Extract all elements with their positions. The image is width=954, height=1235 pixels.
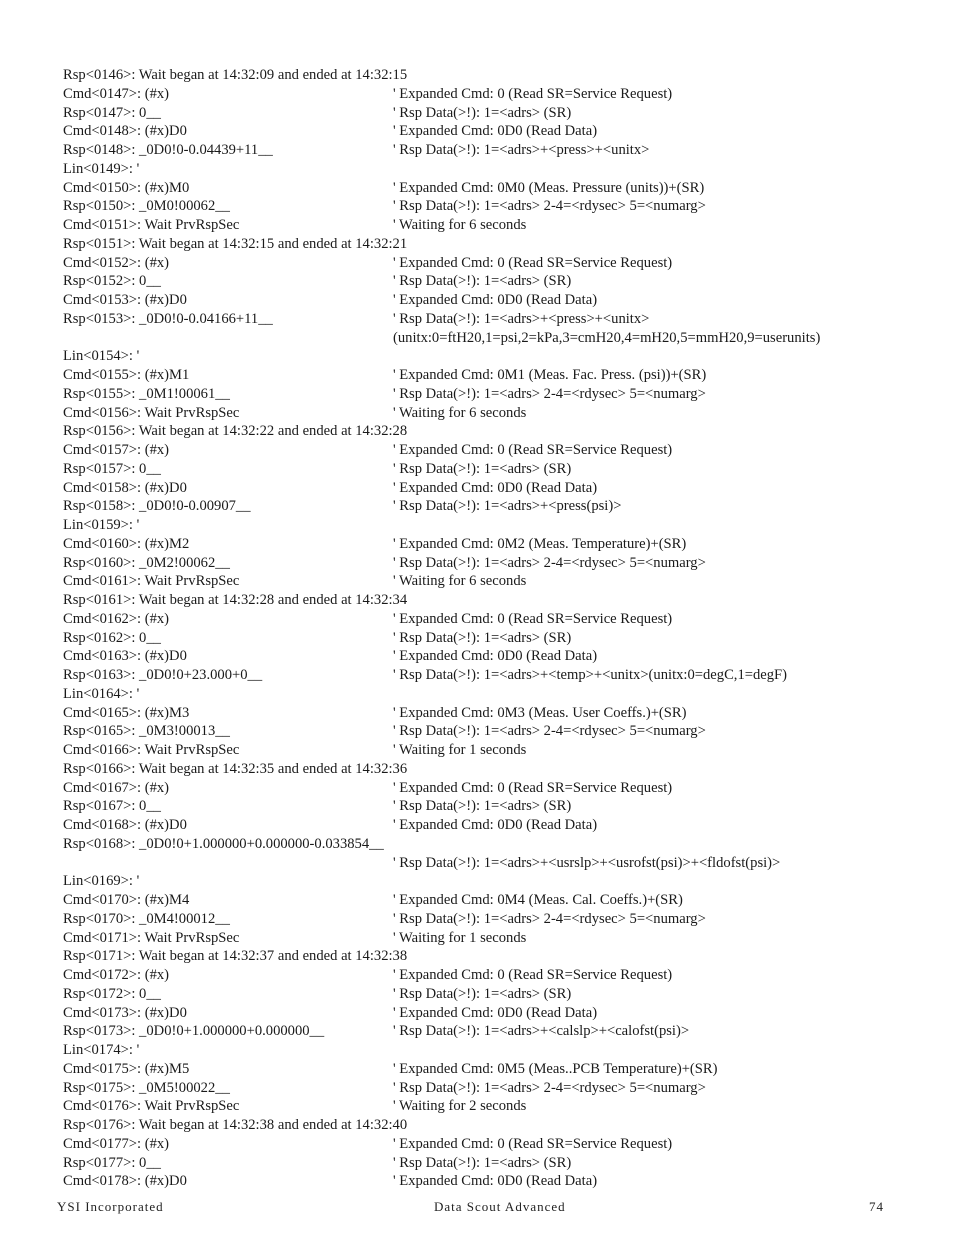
log-comment: ' Rsp Data(>!): 1=<adrs> (SR) xyxy=(393,629,572,646)
log-entry: Rsp<0160>: _0M2!00062__ xyxy=(63,554,230,571)
log-line xyxy=(63,891,923,910)
log-entry: Cmd<0178>: (#x)D0 xyxy=(63,1173,187,1190)
log-entry: Lin<0174>: ' xyxy=(63,1042,140,1058)
log-comment: ' Waiting for 6 seconds xyxy=(393,217,527,233)
log-line xyxy=(63,272,923,291)
log-line xyxy=(63,1154,923,1173)
log-line xyxy=(63,816,923,835)
log-line xyxy=(63,760,923,779)
log-entry: Cmd<0173>: (#x)D0 xyxy=(63,1004,187,1021)
log-line xyxy=(63,985,923,1004)
log-comment: ' Rsp Data(>!): 1=<adrs> (SR) xyxy=(393,460,572,477)
log-comment: ' Rsp Data(>!): 1=<adrs> (SR) xyxy=(393,985,572,1002)
log-comment: (unitx:0=ftH20,1=psi,2=kPa,3=cmH20,4=mH20,5=mmH20,9=userunits) xyxy=(393,329,821,346)
log-line xyxy=(63,66,923,85)
log-line xyxy=(63,591,923,610)
log-line xyxy=(63,854,923,873)
log-entry: Cmd<0177>: (#x) xyxy=(63,1135,170,1152)
log-line xyxy=(63,779,923,798)
log-line xyxy=(63,216,923,235)
log-entry: Lin<0164>: ' xyxy=(63,685,140,702)
log-comment: ' Waiting for 2 seconds xyxy=(393,1098,527,1115)
log-comment: ' Expanded Cmd: 0 (Read SR=Service Request) xyxy=(393,779,673,796)
page-footer xyxy=(57,1199,884,1217)
log-entry: Rsp<0177>: 0__ xyxy=(63,1154,161,1171)
log-line xyxy=(63,197,923,216)
log-entry: Lin<0169>: ' xyxy=(63,873,140,890)
log-line xyxy=(63,310,923,329)
log-line xyxy=(63,797,923,816)
log-line xyxy=(63,1041,923,1060)
log-comment: ' Expanded Cmd: 0D0 (Read Data) xyxy=(393,479,598,496)
log-entry: Rsp<0162>: 0__ xyxy=(63,629,161,646)
log-entry: Cmd<0157>: (#x) xyxy=(63,442,170,458)
log-comment: ' Rsp Data(>!): 1=<adrs> 2-4=<rdysec> 5=<numarg> xyxy=(393,1079,706,1096)
log-comment: ' Waiting for 1 seconds xyxy=(393,742,527,758)
log-line xyxy=(63,329,923,348)
log-line xyxy=(63,141,923,160)
log-line xyxy=(63,516,923,535)
log-line xyxy=(63,1097,923,1116)
log-line xyxy=(63,104,923,123)
log-entry: Rsp<0155>: _0M1!00061__ xyxy=(63,385,230,402)
log-entry: Cmd<0172>: (#x) xyxy=(63,967,170,983)
log-line xyxy=(63,235,923,254)
log-line xyxy=(63,1060,923,1079)
log-entry: Rsp<0173>: _0D0!0+1.000000+0.000000__ xyxy=(63,1023,325,1040)
log-line xyxy=(63,160,923,179)
log-entry: Cmd<0163>: (#x)D0 xyxy=(63,648,187,665)
log-entry: Cmd<0150>: (#x)M0 xyxy=(63,179,190,196)
log-comment: ' Rsp Data(>!): 1=<adrs>+<usrslp>+<usrofst(psi)>+<fldofst(psi)> xyxy=(393,854,781,871)
log-entry: Cmd<0166>: Wait PrvRspSec xyxy=(63,742,240,758)
log-line xyxy=(63,479,923,498)
log-comment: ' Expanded Cmd: 0D0 (Read Data) xyxy=(393,1004,598,1021)
log-line xyxy=(63,629,923,648)
log-line xyxy=(63,460,923,479)
log-line xyxy=(63,947,923,966)
log-comment: ' Expanded Cmd: 0 (Read SR=Service Request) xyxy=(393,85,673,102)
log-line xyxy=(63,835,923,854)
log-entry: Cmd<0175>: (#x)M5 xyxy=(63,1060,190,1077)
log-entry: Cmd<0176>: Wait PrvRspSec xyxy=(63,1098,240,1115)
log-comment: ' Expanded Cmd: 0D0 (Read Data) xyxy=(393,292,598,308)
log-comment: ' Expanded Cmd: 0M2 (Meas. Temperature)+(SR) xyxy=(393,535,687,552)
log-line xyxy=(63,910,923,929)
log-comment: ' Expanded Cmd: 0D0 (Read Data) xyxy=(393,1173,598,1190)
log-line xyxy=(63,741,923,760)
log-comment: ' Rsp Data(>!): 1=<adrs>+<press(psi)> xyxy=(393,498,622,515)
log-entry: Rsp<0168>: _0D0!0+1.000000+0.000000-0.033854__ xyxy=(63,835,384,852)
log-line xyxy=(63,291,923,310)
log-entry: Cmd<0152>: (#x) xyxy=(63,254,170,271)
log-entry: Cmd<0158>: (#x)D0 xyxy=(63,479,187,496)
log-entry: Rsp<0158>: _0D0!0-0.00907__ xyxy=(63,498,251,515)
log-line xyxy=(63,1172,923,1191)
log-comment: ' Rsp Data(>!): 1=<adrs> 2-4=<rdysec> 5=<numarg> xyxy=(393,910,706,927)
log-entry: Cmd<0151>: Wait PrvRspSec xyxy=(63,217,240,233)
log-line xyxy=(63,441,923,460)
log-line xyxy=(63,1135,923,1154)
log-comment: ' Expanded Cmd: 0 (Read SR=Service Request) xyxy=(393,967,673,983)
log-comment: ' Rsp Data(>!): 1=<adrs> (SR) xyxy=(393,273,572,290)
log-entry: Rsp<0148>: _0D0!0-0.04439+11__ xyxy=(63,142,273,158)
log-entry: Cmd<0160>: (#x)M2 xyxy=(63,535,190,552)
log-line xyxy=(63,366,923,385)
log-comment: ' Expanded Cmd: 0 (Read SR=Service Request) xyxy=(393,1135,673,1152)
log-line xyxy=(63,122,923,141)
log-line xyxy=(63,1079,923,1098)
log-line xyxy=(63,554,923,573)
log-entry: Rsp<0153>: _0D0!0-0.04166+11__ xyxy=(63,310,273,327)
log-comment: ' Expanded Cmd: 0D0 (Read Data) xyxy=(393,817,598,833)
log-entry: Cmd<0147>: (#x) xyxy=(63,85,170,102)
log-comment: ' Expanded Cmd: 0M1 (Meas. Fac. Press. (psi))+(SR) xyxy=(393,367,707,383)
log-line xyxy=(63,179,923,198)
log-line xyxy=(63,966,923,985)
log-entry: Cmd<0167>: (#x) xyxy=(63,779,170,796)
log-entry: Cmd<0168>: (#x)D0 xyxy=(63,817,187,833)
log-comment: ' Rsp Data(>!): 1=<adrs> (SR) xyxy=(393,798,572,815)
log-entry: Cmd<0155>: (#x)M1 xyxy=(63,367,190,383)
log-line xyxy=(63,497,923,516)
log-entry: Cmd<0171>: Wait PrvRspSec xyxy=(63,929,240,946)
log-comment: ' Rsp Data(>!): 1=<adrs> 2-4=<rdysec> 5=<numarg> xyxy=(393,385,706,402)
log-line xyxy=(63,1116,923,1135)
page-number: 74 xyxy=(869,1199,884,1214)
log-entry: Rsp<0163>: _0D0!0+23.000+0__ xyxy=(63,667,263,683)
log-line xyxy=(63,535,923,554)
log-line xyxy=(63,385,923,404)
log-entry: Cmd<0153>: (#x)D0 xyxy=(63,292,187,308)
log-entry: Rsp<0166>: Wait began at 14:32:35 and ended at 14:32:36 xyxy=(63,760,408,777)
log-entry: Rsp<0171>: Wait began at 14:32:37 and ended at 14:32:38 xyxy=(63,948,408,965)
log-comment: ' Rsp Data(>!): 1=<adrs> 2-4=<rdysec> 5=<numarg> xyxy=(393,554,706,571)
log-comment: ' Rsp Data(>!): 1=<adrs>+<press>+<unitx> xyxy=(393,310,650,327)
log-entry: Rsp<0161>: Wait began at 14:32:28 and ended at 14:32:34 xyxy=(63,592,408,608)
log-entry: Rsp<0151>: Wait began at 14:32:15 and ended at 14:32:21 xyxy=(63,235,408,252)
footer-product: Data Scout Advanced xyxy=(434,1199,566,1214)
log-line xyxy=(63,722,923,741)
log-entry: Lin<0159>: ' xyxy=(63,517,140,533)
log-entry: Rsp<0152>: 0__ xyxy=(63,273,161,290)
log-comment: ' Rsp Data(>!): 1=<adrs>+<temp>+<unitx>(unitx:0=degC,1=degF) xyxy=(393,667,788,683)
log-comment: ' Rsp Data(>!): 1=<adrs>+<press>+<unitx> xyxy=(393,142,650,158)
log-line xyxy=(63,610,923,629)
log-line xyxy=(63,347,923,366)
log-comment: ' Expanded Cmd: 0 (Read SR=Service Request) xyxy=(393,442,673,458)
log-entry: Cmd<0170>: (#x)M4 xyxy=(63,892,190,908)
log-entry: Rsp<0172>: 0__ xyxy=(63,985,161,1002)
log-comment: ' Expanded Cmd: 0M4 (Meas. Cal. Coeffs.)+(SR) xyxy=(393,892,683,908)
log-comment: ' Rsp Data(>!): 1=<adrs> 2-4=<rdysec> 5=<numarg> xyxy=(393,198,706,215)
log-comment: ' Waiting for 6 seconds xyxy=(393,404,527,421)
log-comment: ' Waiting for 1 seconds xyxy=(393,929,527,946)
log-line xyxy=(63,685,923,704)
log-comment: ' Rsp Data(>!): 1=<adrs> (SR) xyxy=(393,1154,572,1171)
log-entry: Cmd<0165>: (#x)M3 xyxy=(63,704,190,721)
log-entry: Rsp<0147>: 0__ xyxy=(63,104,161,121)
log-entry: Rsp<0146>: Wait began at 14:32:09 and ended at 14:32:15 xyxy=(63,67,408,83)
log-line xyxy=(63,85,923,104)
log-comment: ' Rsp Data(>!): 1=<adrs> 2-4=<rdysec> 5=<numarg> xyxy=(393,723,706,740)
log-comment: ' Expanded Cmd: 0 (Read SR=Service Request) xyxy=(393,610,673,627)
log-comment: ' Expanded Cmd: 0D0 (Read Data) xyxy=(393,123,598,140)
log-line xyxy=(63,1004,923,1023)
log-line xyxy=(63,647,923,666)
log-line xyxy=(63,929,923,948)
command-log xyxy=(63,66,923,1191)
log-entry: Lin<0154>: ' xyxy=(63,348,140,365)
log-entry: Rsp<0170>: _0M4!00012__ xyxy=(63,910,230,927)
log-comment: ' Waiting for 6 seconds xyxy=(393,573,527,590)
log-comment: ' Expanded Cmd: 0D0 (Read Data) xyxy=(393,648,598,665)
log-comment: ' Expanded Cmd: 0M3 (Meas. User Coeffs.)+(SR) xyxy=(393,704,687,721)
log-entry: Rsp<0165>: _0M3!00013__ xyxy=(63,723,230,740)
log-entry: Rsp<0167>: 0__ xyxy=(63,798,161,815)
log-entry: Rsp<0176>: Wait began at 14:32:38 and ended at 14:32:40 xyxy=(63,1117,408,1133)
log-entry: Rsp<0150>: _0M0!00062__ xyxy=(63,198,230,215)
log-entry: Cmd<0156>: Wait PrvRspSec xyxy=(63,404,240,421)
log-comment: ' Rsp Data(>!): 1=<adrs> (SR) xyxy=(393,104,572,121)
log-line xyxy=(63,704,923,723)
log-line xyxy=(63,572,923,591)
log-comment: ' Rsp Data(>!): 1=<adrs>+<calslp>+<calofst(psi)> xyxy=(393,1023,690,1040)
log-comment: ' Expanded Cmd: 0M5 (Meas..PCB Temperature)+(SR) xyxy=(393,1060,718,1077)
log-entry: Lin<0149>: ' xyxy=(63,160,140,177)
log-line xyxy=(63,872,923,891)
log-entry: Cmd<0148>: (#x)D0 xyxy=(63,123,187,140)
log-comment: ' Expanded Cmd: 0M0 (Meas. Pressure (units))+(SR) xyxy=(393,179,705,196)
log-line xyxy=(63,254,923,273)
log-entry: Rsp<0156>: Wait began at 14:32:22 and ended at 14:32:28 xyxy=(63,423,408,440)
footer-company: YSI Incorporated xyxy=(57,1199,164,1214)
log-entry: Rsp<0157>: 0__ xyxy=(63,460,161,477)
log-entry: Cmd<0161>: Wait PrvRspSec xyxy=(63,573,240,590)
log-comment: ' Expanded Cmd: 0 (Read SR=Service Request) xyxy=(393,254,673,271)
log-entry: Rsp<0175>: _0M5!00022__ xyxy=(63,1079,230,1096)
log-line xyxy=(63,404,923,423)
log-line xyxy=(63,1022,923,1041)
log-line xyxy=(63,666,923,685)
log-entry: Cmd<0162>: (#x) xyxy=(63,610,170,627)
log-line xyxy=(63,422,923,441)
